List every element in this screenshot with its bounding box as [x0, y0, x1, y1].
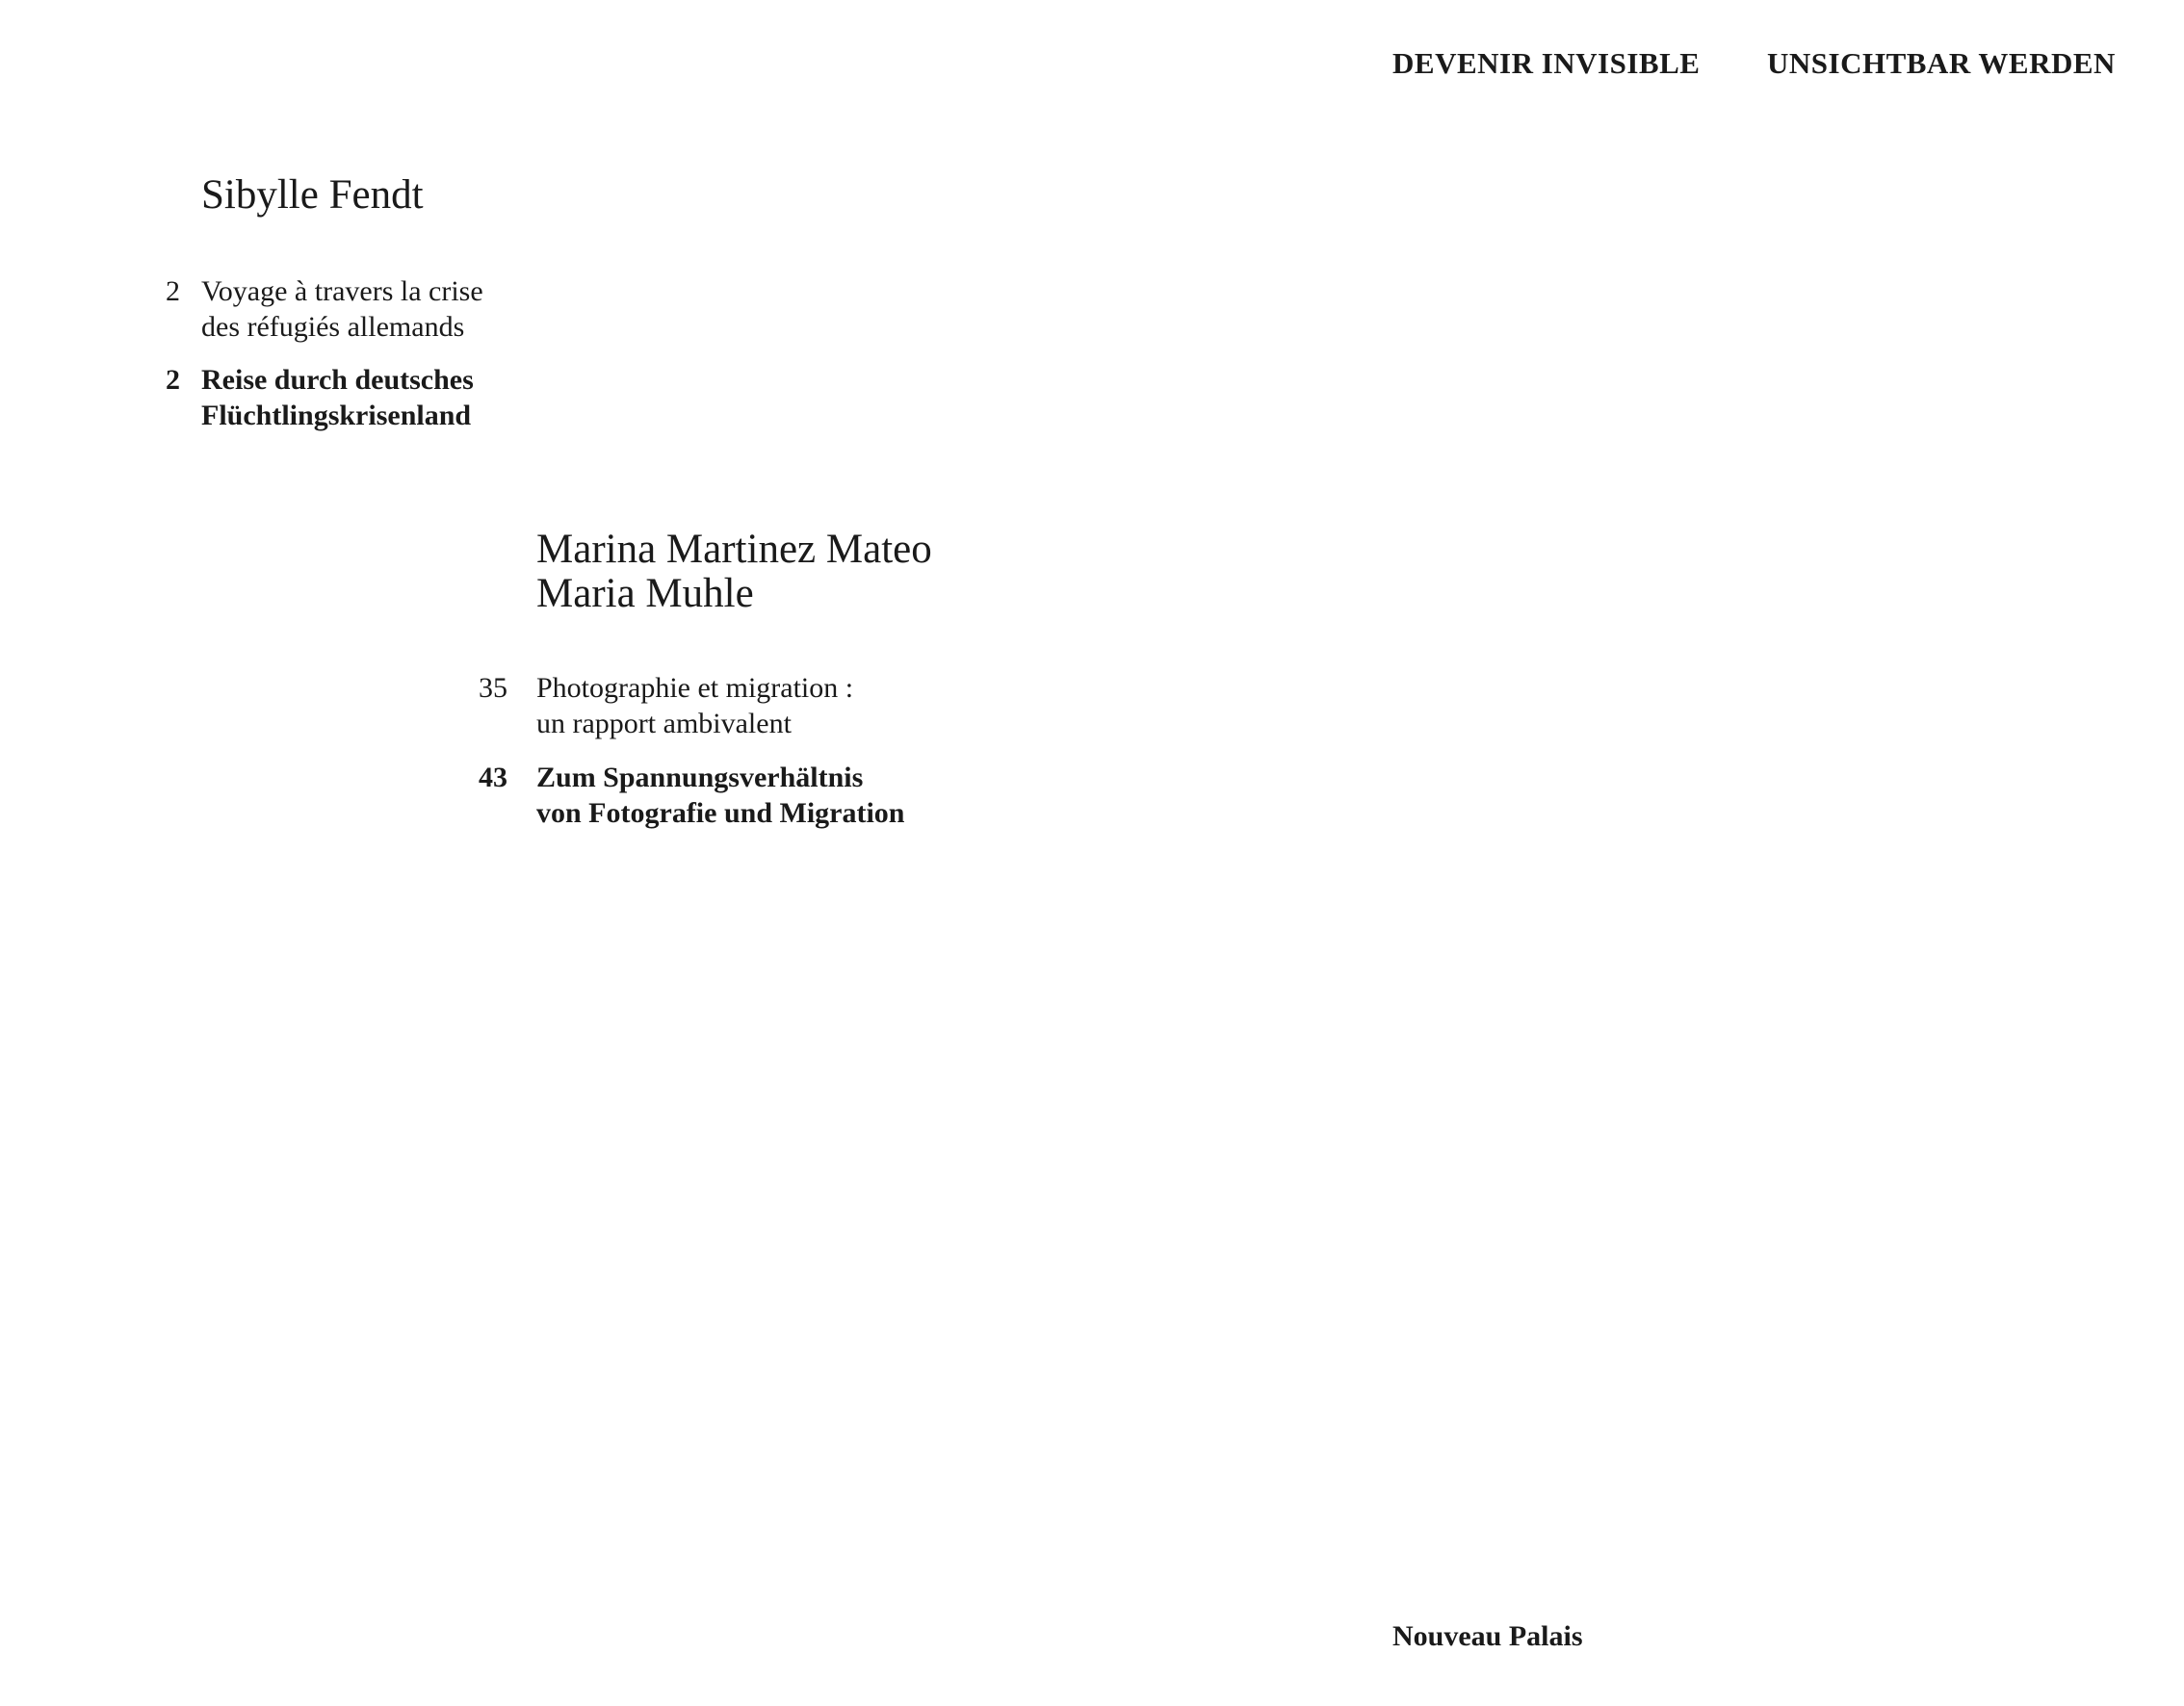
author-name: [536, 528, 932, 616]
entry-title: [536, 670, 853, 741]
author-line: Maria Muhle: [536, 571, 754, 616]
publisher-name: Nouveau Palais: [1392, 1620, 1583, 1652]
toc-entry: [166, 362, 474, 433]
entry-title-line: von Fotografie und Migration: [536, 797, 905, 829]
entry-title-line: un rapport ambivalent: [536, 708, 792, 739]
page-number: 2: [166, 275, 180, 307]
toc-entry: [166, 273, 483, 345]
entry-title-line: Voyage à travers la crise: [201, 275, 483, 307]
entry-title-line: Flüchtlingskrisenland: [201, 400, 472, 431]
entry-title: [201, 362, 474, 433]
page-number: 2: [166, 364, 180, 396]
entry-title-line: Photographie et migration :: [536, 672, 854, 704]
entry-title-line: Reise durch deutsches: [201, 364, 474, 396]
page-number: 43: [479, 762, 507, 793]
entry-title: [536, 760, 905, 831]
title-french: DEVENIR INVISIBLE: [1392, 46, 1701, 80]
author-line: Marina Martinez Mateo: [536, 527, 932, 572]
author-name: [201, 173, 424, 218]
title-german: UNSICHTBAR WERDEN: [1767, 46, 2116, 80]
toc-entry: [479, 670, 854, 741]
page-number: 35: [479, 672, 507, 704]
entry-title: [201, 273, 483, 345]
author-line: Sibylle Fendt: [201, 172, 424, 218]
toc-entry: [479, 760, 905, 831]
entry-title-line: Zum Spannungsverhältnis: [536, 762, 864, 793]
entry-title-line: des réfugiés allemands: [201, 311, 465, 343]
